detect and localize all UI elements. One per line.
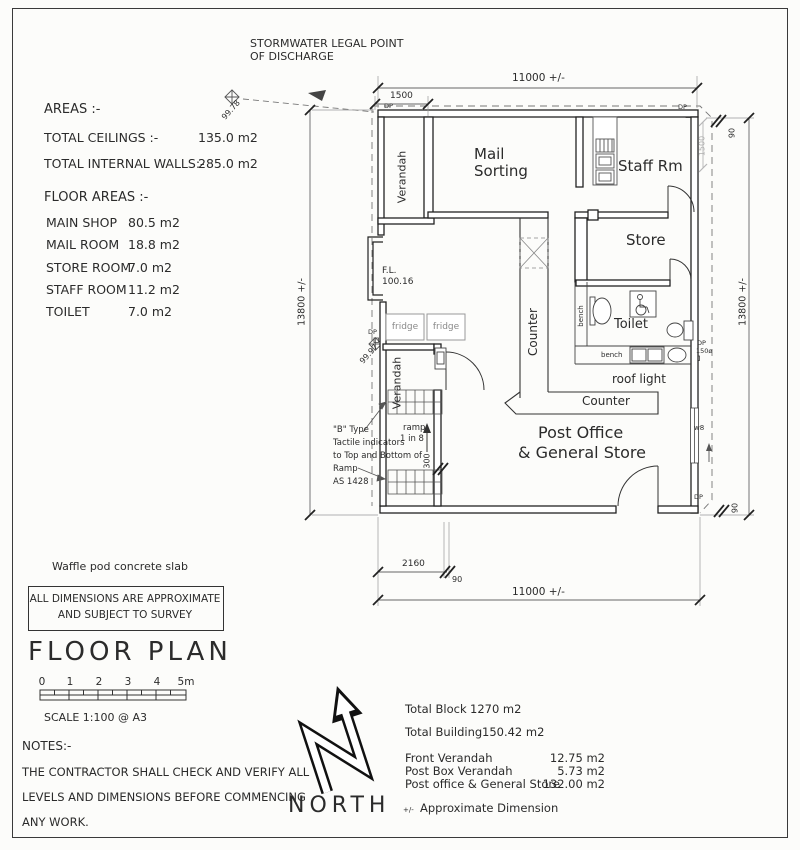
wall-staff-divider	[576, 117, 583, 187]
front-verandah-value: 12.75 m2	[549, 751, 605, 765]
dp-label: DP	[697, 339, 706, 347]
shop-entry-door	[446, 352, 484, 390]
drawing-title: FLOOR PLAN	[28, 637, 232, 667]
ramp-label-2: 1 in 8	[400, 434, 424, 444]
floor-level-value: 100.16	[382, 277, 414, 287]
scale-tick: 5m	[177, 675, 195, 688]
front-entry-door	[618, 466, 658, 506]
room-area-label: MAIL ROOM	[46, 237, 120, 252]
tactile-note-line: Tactile indicators	[333, 438, 405, 448]
notes-line: THE CONTRACTOR SHALL CHECK AND VERIFY ALL	[22, 765, 310, 779]
wall-bottom-right-seg	[658, 506, 698, 513]
room-label-mail-2: Sorting	[474, 162, 528, 180]
north-label: NORTH	[288, 793, 391, 818]
kitchenette-unit	[593, 117, 617, 185]
room-area-value: 80.5 m2	[128, 215, 180, 230]
areas-heading: AREAS :-	[44, 102, 101, 117]
room-area-label: STORE ROOM	[46, 260, 132, 275]
postbox-verandah-value: 5.73 m2	[557, 764, 605, 778]
dim-1500-top-left: 1500	[390, 91, 413, 101]
north-arrow-icon	[297, 681, 382, 792]
walls-label: TOTAL INTERNAL WALLS:-	[44, 156, 205, 171]
survey-level-mid: 99.97	[357, 342, 380, 366]
total-block-label: Total Block	[405, 702, 467, 716]
wall-shop-verandah2	[383, 344, 434, 350]
wall-bottom-left-seg	[380, 506, 616, 513]
scale-tick: 1	[66, 675, 74, 688]
store-door	[670, 259, 691, 280]
room-area-label: STAFF ROOM	[46, 282, 127, 297]
total-building-label: Total Building	[405, 725, 483, 739]
wc-cistern	[684, 321, 693, 340]
dp-label: DP	[384, 102, 393, 110]
wall-verandah-bottom	[378, 218, 434, 224]
roof-light-box	[520, 238, 548, 268]
accessible-symbol-box	[630, 291, 656, 317]
room-area-value: 7.0 m2	[128, 260, 172, 275]
stormwater-leader-line	[243, 90, 374, 112]
staff-room-door	[668, 186, 694, 212]
tactile-note-line: AS 1428	[333, 477, 369, 487]
dim-90-top-right: 90	[727, 127, 737, 139]
dp-label: DP	[694, 493, 703, 501]
room-label-mail-1: Mail	[474, 145, 505, 163]
dp-pipe-size: 150ø	[696, 347, 713, 355]
counter-label-horizontal: Counter	[582, 394, 630, 408]
room-area-value: 7.0 m2	[128, 304, 172, 319]
scale-tick: 2	[95, 675, 103, 688]
legend-symbol: +/-	[403, 806, 414, 814]
walls-value: 285.0 m2	[198, 156, 258, 171]
dim-13800-left: 13800 +/-	[296, 278, 308, 326]
room-area-label: MAIN SHOP	[46, 215, 118, 230]
stormwater-label-line2: OF DISCHARGE	[250, 50, 334, 63]
front-verandah-label: Front Verandah	[405, 751, 493, 765]
wall-mail-bottom	[428, 212, 548, 218]
ramp-label-1: ramp	[403, 423, 426, 433]
fridge-label-1: fridge	[391, 321, 419, 332]
dim-2160: 2160	[402, 559, 425, 569]
leader-arrowhead	[308, 90, 326, 101]
po-store-label: Post office & General Store	[405, 777, 560, 791]
scale-tick: 3	[124, 675, 132, 688]
roof-light-label: roof light	[612, 372, 666, 386]
slab-note: Waffle pod concrete slab	[52, 560, 188, 573]
window-marker-w8: w8	[694, 424, 705, 432]
notes-line: ANY WORK.	[22, 815, 89, 829]
tactile-note-line: Ramp	[333, 464, 358, 474]
dim-90-bottom: 90	[452, 575, 463, 584]
wheelchair-icon	[638, 295, 643, 300]
total-building-value: 150.42 m2	[482, 725, 545, 739]
sink-oval	[668, 348, 686, 362]
po-store-value: 132.00 m2	[542, 777, 605, 791]
scale-bar	[40, 690, 186, 700]
bench-label-horizontal: bench	[601, 351, 623, 359]
floor-areas-heading: FLOOR AREAS :-	[44, 190, 149, 205]
post-box-bay	[368, 237, 383, 300]
stormwater-label-line1: STORMWATER LEGAL POINT	[250, 37, 404, 50]
tactile-note-line: "B" Type	[333, 425, 369, 435]
room-label-post-office-2: & General Store	[518, 443, 646, 462]
room-area-label: TOILET	[46, 304, 90, 319]
ceilings-value: 135.0 m2	[198, 130, 258, 145]
room-area-value: 18.8 m2	[128, 237, 180, 252]
wall-verandah2-right	[434, 390, 441, 506]
basin	[593, 298, 611, 324]
window-right-wall	[691, 408, 699, 463]
ceilings-label: TOTAL CEILINGS :-	[44, 130, 159, 145]
wall-toilet-top	[576, 280, 670, 286]
room-label-post-office-1: Post Office	[538, 423, 624, 442]
wc-pan	[667, 323, 683, 337]
floor-level-label: F.L.	[382, 266, 397, 276]
postbox-verandah-label: Post Box Verandah	[405, 764, 513, 778]
wall-top	[378, 110, 698, 117]
wall-verandah-right	[424, 117, 433, 218]
room-label-verandah-2: Verandah	[390, 356, 404, 410]
dim-90-bottom-right: 90	[730, 502, 740, 514]
notes-line: LEVELS AND DIMENSIONS BEFORE COMMENCING	[22, 790, 306, 804]
room-area-value: 11.2 m2	[128, 282, 180, 297]
dim-1500-right: 1500	[697, 135, 707, 157]
survey-level-top: 99.78	[219, 98, 242, 122]
scale-label: SCALE 1:100 @ A3	[44, 711, 147, 724]
wall-left-upper	[378, 117, 384, 235]
disclaimer-line1: ALL DIMENSIONS ARE APPROXIMATE	[29, 593, 221, 605]
dp-label: DP	[678, 103, 687, 111]
tactile-note-line: to Top and Bottom of	[333, 451, 423, 461]
total-block-value: 1270 m2	[470, 702, 522, 716]
dp-label: DP	[368, 328, 377, 336]
room-label-staff: Staff Rm	[618, 157, 683, 175]
dim-bottom-11000: 11000 +/-	[512, 586, 565, 598]
fridge-label-2: fridge	[432, 321, 460, 332]
w8-arrow	[706, 443, 712, 462]
column-cap	[588, 210, 598, 220]
entry-jamb-fixture	[435, 348, 446, 369]
disclaimer-line2: AND SUBJECT TO SURVEY	[57, 609, 193, 621]
counter-label-vertical: Counter	[526, 308, 541, 356]
dim-top-11000: 11000 +/-	[512, 72, 565, 84]
scale-tick: 4	[153, 675, 161, 688]
wall-store-left	[575, 218, 587, 282]
scale-tick: 0	[38, 675, 46, 688]
bench-label-vertical: bench	[576, 305, 585, 327]
ramp-dim-300: 300	[422, 453, 432, 469]
room-label-store: Store	[626, 231, 666, 249]
dim-13800-right: 13800 +/-	[737, 278, 749, 326]
notes-heading: NOTES:-	[22, 739, 72, 753]
room-label-verandah-top: Verandah	[395, 150, 409, 204]
room-label-toilet: Toilet	[614, 317, 649, 332]
legend-text: Approximate Dimension	[420, 801, 559, 815]
